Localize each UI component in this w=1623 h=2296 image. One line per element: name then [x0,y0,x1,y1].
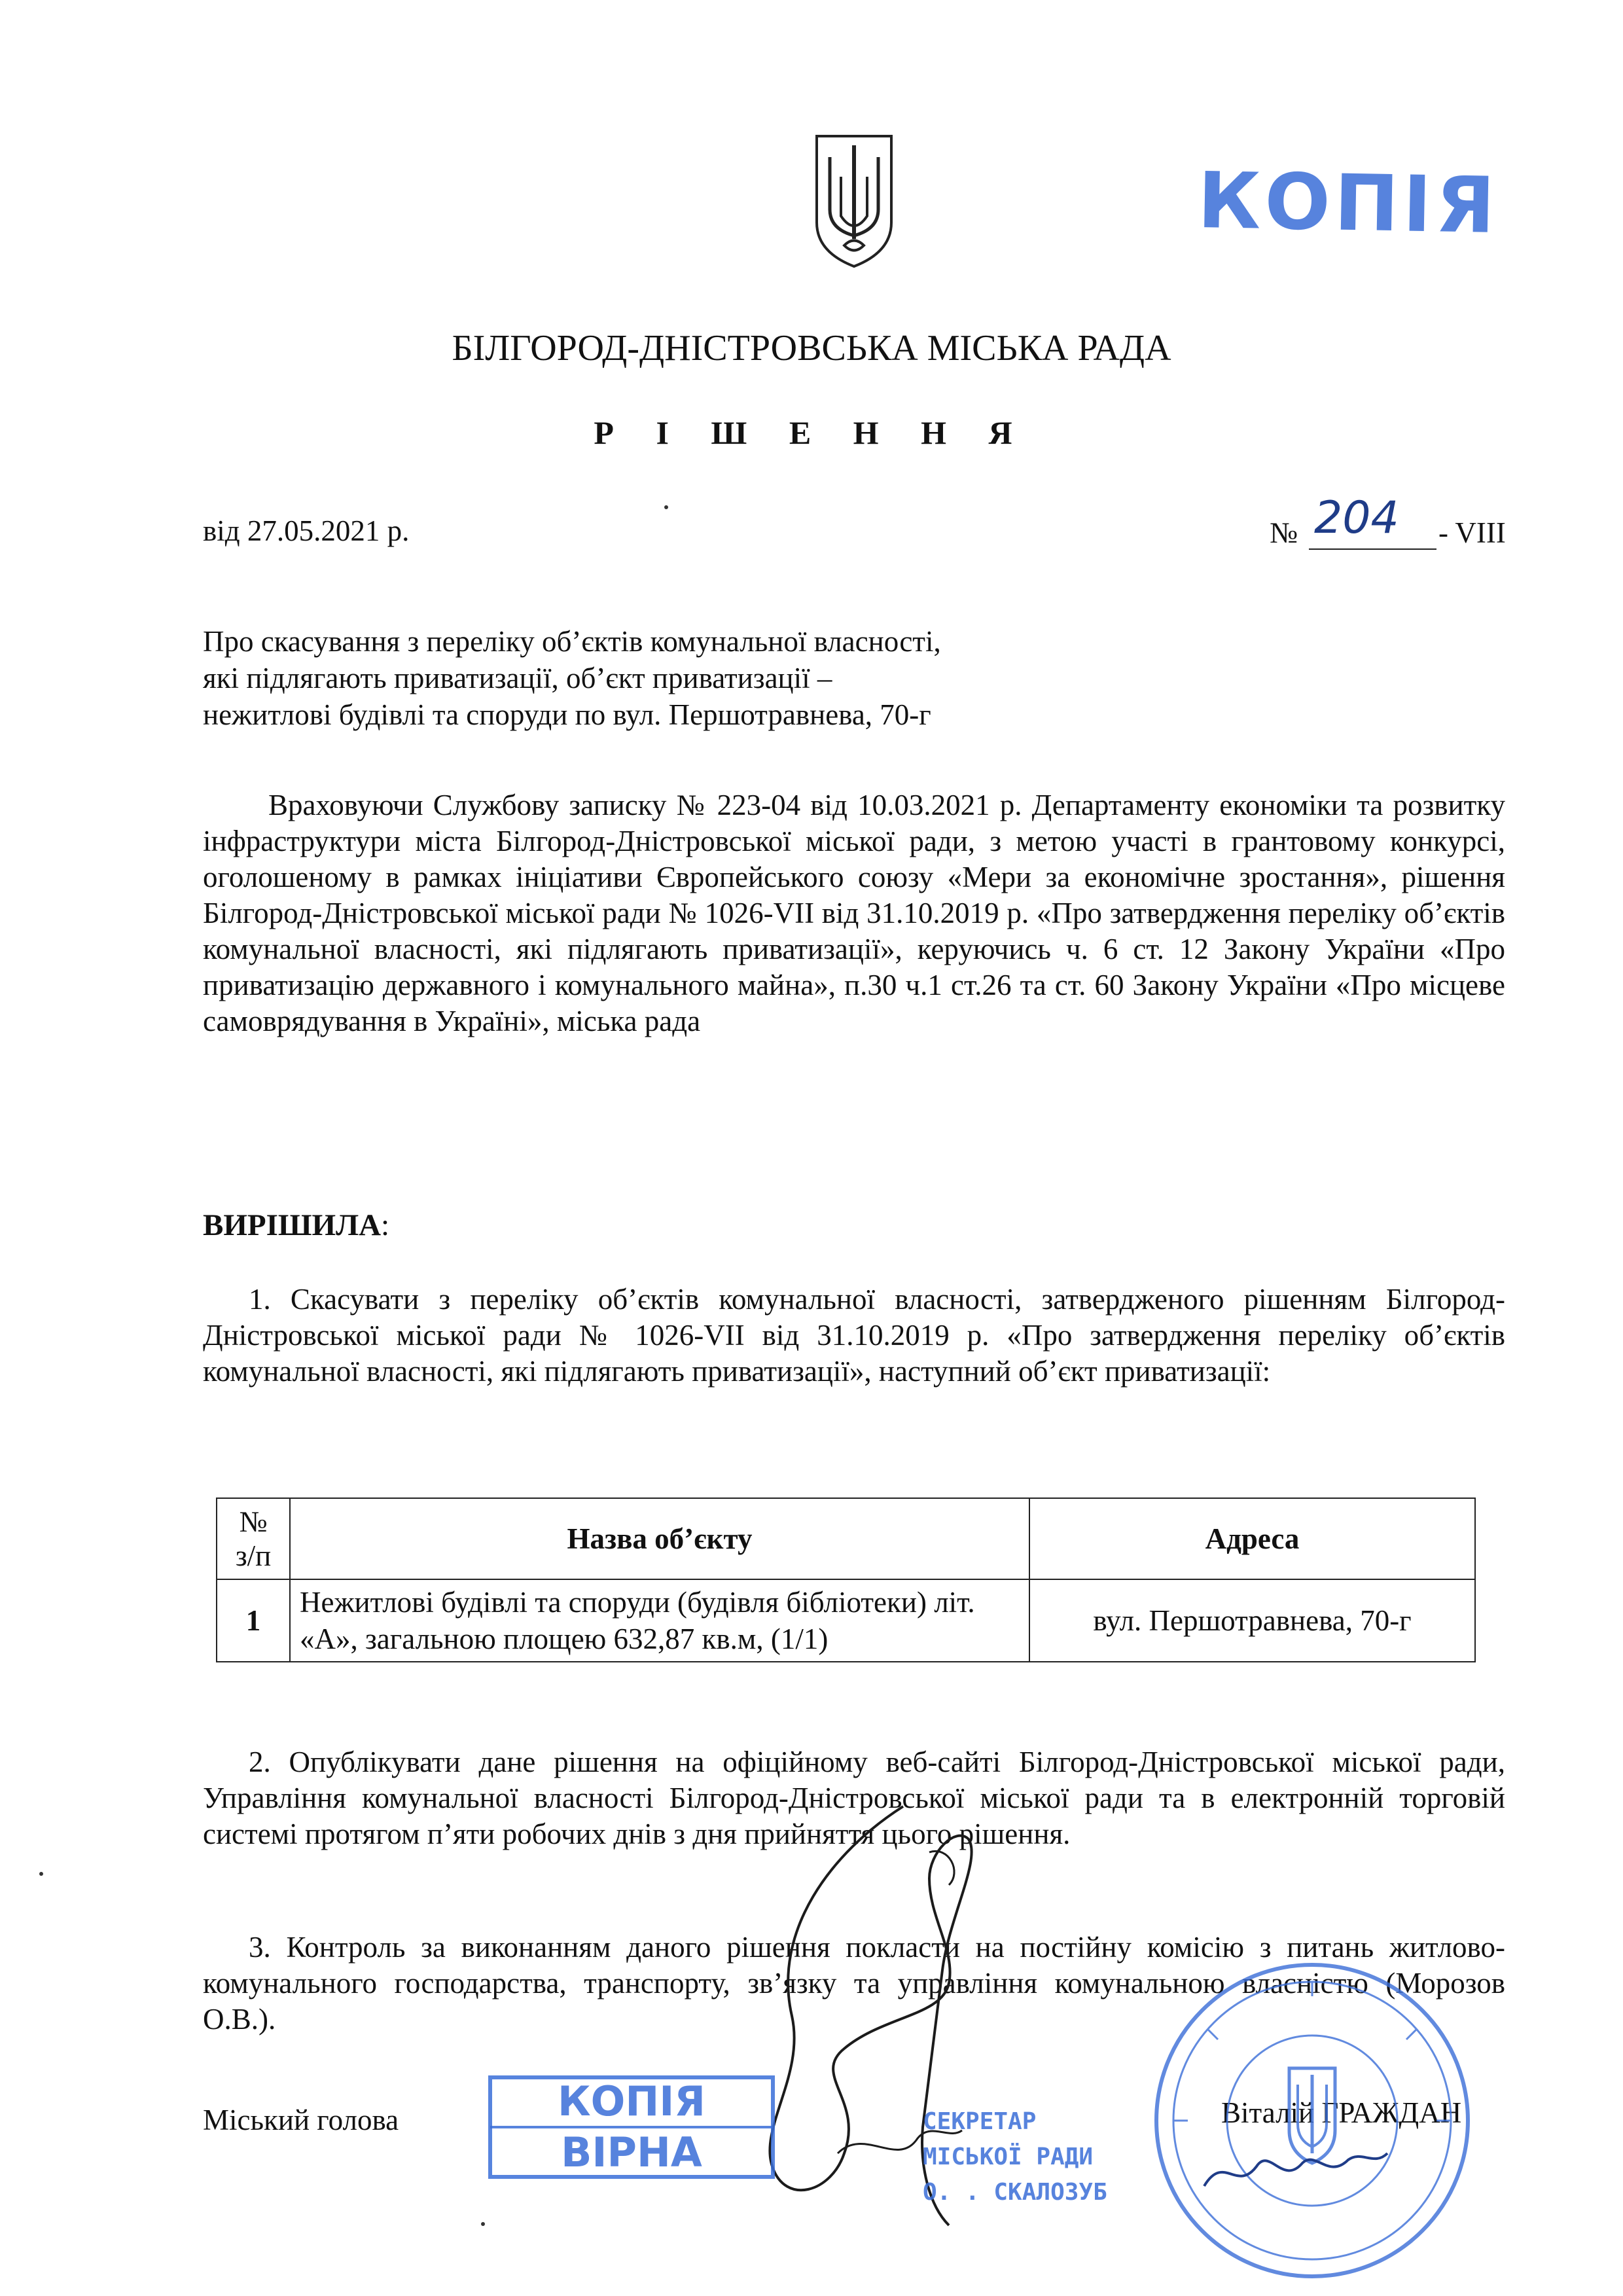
header-address: Адреса [1029,1498,1475,1579]
scan-speck [39,1872,43,1876]
decision-item-3: 3. Контроль за виконанням даного рішення покласти на постійну комісію з питань житлово-комунального господарства, транспорту, зв’язку та управління комунальною власністю (Морозов О.В.). [203,1931,1505,2036]
scan-speck [664,505,668,509]
subject-line: які підлягають приватизації, об’єкт приватизації – [203,662,832,694]
seal-signature [1198,2127,1394,2206]
subject-line: Про скасування з переліку об’єктів комунальної власності, [203,625,941,658]
copy-stamp-top: КОПІЯ [1196,154,1500,251]
certified-copy-stamp [488,2075,776,2179]
secretary-line: О. . СКАЛОЗУБ [923,2179,1107,2206]
decision-item-2: 2. Опублікувати дане рішення на офіційному веб-сайті Білгород-Дністровської міської ради, Управління комунальної власності Білгород-Дністровської міської ради та в електронній торговій системі протягом п’яти робочих днів з дня прийняття цього рішення. [203,1746,1505,1850]
coat-of-arms-icon [812,131,897,272]
copy-stamp-line2: ВІРНА [561,2128,702,2176]
official-round-seal [1149,1957,1476,2284]
copy-stamp-line1: КОПІЯ [557,2077,706,2125]
table-row [217,1579,1475,1662]
resolved-colon: : [381,1208,390,1242]
row-number: 1 [217,1579,290,1662]
header-object-name: Назва об’єкту [290,1498,1029,1579]
number-suffix: - VIII [1438,516,1506,549]
document-type: Р І Ш Е Н Н Я [594,414,1029,451]
objects-table [216,1498,1476,1662]
resolved-label: ВИРІШИЛА [203,1208,382,1242]
decision-subject [203,623,941,733]
row-address: вул. Першотравнева, 70-г [1029,1579,1475,1662]
number-underline [1309,548,1436,550]
preamble-paragraph: Враховуючи Службову записку № 223-04 від 10.03.2021 р. Департаменту економіки та розвитку інфраструктури міста Білгород-Дністровської міської ради, з метою участі в грантовому конкурсі, оголошеному в рамках ініціативи Європейського союзу «Мери за економічне зростання», рішення Білгород-Дністровської міської ради № 1026-VII від 31.10.2019 р. «Про затвердження переліку об’єктів комунальної власності, які підлягають приватизації», керуючись ч. 6 ст. 12 Закону України «Про приватизацію державного і комунального майна», п.30 ч.1 ст.26 та ст. 60 Закону України «Про місцеве самоврядування в Україні», міська рада [203,789,1505,1037]
header-number [217,1498,290,1579]
table-header-row [217,1498,1475,1579]
mayor-title: Міський голова [203,2104,399,2136]
header-number-line1: № [239,1505,268,1538]
decision-date: від 27.05.2021 р. [203,514,410,547]
secretary-line: МІСЬКОЇ РАДИ [923,2144,1094,2170]
header-number-line2: з/п [235,1539,272,1572]
decision-item-1: 1. Скасувати з переліку об’єктів комунальної власності, затвердженого рішенням Білгород-Дністровської міської ради № 1026-VII від 31.10.2019 р. «Про затвердження переліку об’єктів комунальної власності, які підлягають приватизації», наступний об’єкт приватизації: [203,1283,1505,1388]
number-sign: № [1270,516,1298,549]
handwritten-number: 204 [1314,492,1399,544]
resolved-heading [203,1208,389,1243]
secretary-line: СЕКРЕТАР [923,2108,1037,2135]
subject-line: нежитлові будівлі та споруди по вул. Першотравнева, 70-г [203,698,931,731]
mayor-name: Віталій ГРАЖДАН [1221,2096,1462,2129]
council-name: БІЛГОРОД-ДНІСТРОВСЬКА МІСЬКА РАДА [452,328,1171,368]
row-object-name: Нежитлові будівлі та споруди (будівля бібліотеки) літ. «А», загальною площею 632,87 кв.м, (1/1) [290,1579,1029,1662]
scan-speck [481,2222,485,2226]
